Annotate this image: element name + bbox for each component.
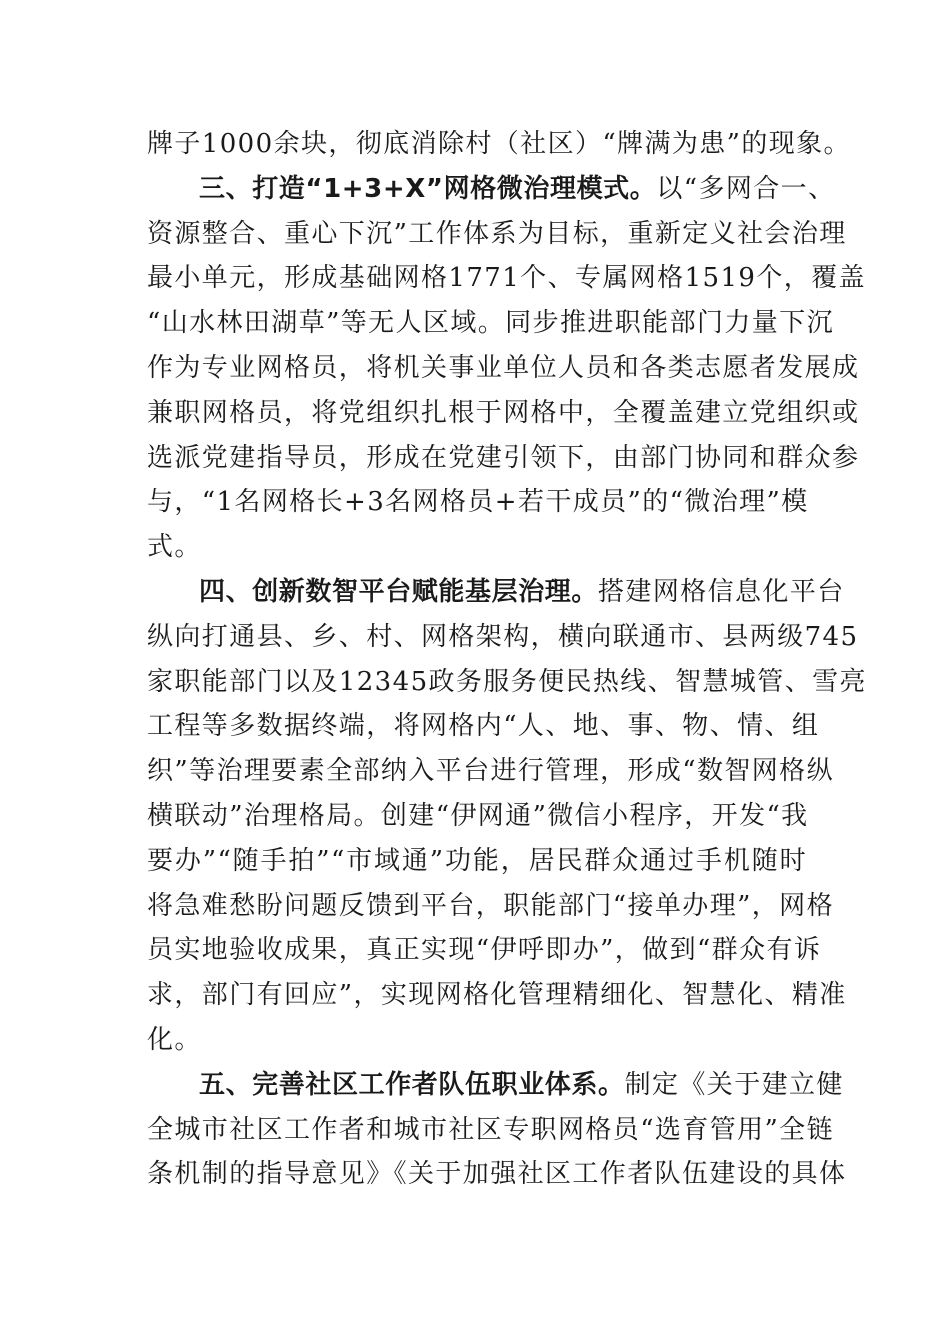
text-line: 求，部门有回应”，实现网格化管理精细化、智慧化、精准 — [147, 980, 847, 1011]
text-line: 横联动”治理格局。创建“伊网通”微信小程序，开发“我 — [147, 800, 809, 831]
text-line: 要办”“随手拍”“市域通”功能，居民群众通过手机随时 — [147, 845, 807, 876]
section-heading: 五、完善社区工作者队伍职业体系。 — [199, 1069, 625, 1100]
text-run: 以“多网合一、 — [656, 173, 836, 204]
text-line: 家职能部门以及12345政务服务便民热线、智慧城管、雪亮 — [147, 666, 867, 697]
text-line: 织”等治理要素全部纳入平台进行管理，形成“数智网格纵 — [147, 756, 834, 787]
text-line: “山水林田湖草”等无人区域。同步推进职能部门力量下沉 — [147, 308, 834, 339]
text-line: 与，“1名网格长+3名网格员+若干成员”的“微治理”模 — [147, 487, 809, 518]
document-page — [147, 122, 867, 1197]
text-line: 最小单元，形成基础网格1771个、专属网格1519个，覆盖 — [147, 263, 866, 294]
text-line: 员实地验收成果，真正实现“伊呼即办”，做到“群众有诉 — [147, 935, 822, 966]
text-line — [147, 1063, 844, 1108]
text-line: 资源整合、重心下沉”工作体系为目标，重新定义社会治理 — [147, 218, 847, 249]
text-line: 条机制的指导意见》《关于加强社区工作者队伍建设的具体 — [147, 1159, 847, 1190]
text-run: 制定《关于建立健 — [624, 1069, 844, 1100]
text-line: 将急难愁盼问题反馈到平台，职能部门“接单办理”，网格 — [147, 890, 834, 921]
text-line — [147, 167, 836, 212]
text-line: 作为专业网格员，将机关事业单位人员和各类志愿者发展成 — [147, 352, 860, 383]
text-line: 纵向打通县、乡、村、网格架构，横向联通市、县两级745 — [147, 621, 859, 652]
text-line: 兼职网格员，将党组织扎根于网格中，全覆盖建立党组织或 — [147, 397, 860, 428]
text-line: 选派党建指导员，形成在党建引领下，由部门协同和群众参 — [147, 442, 860, 473]
text-line: 全城市社区工作者和城市社区专职网格员“选育管用”全链 — [147, 1114, 834, 1145]
text-line: 式。 — [147, 532, 202, 563]
text-run: 搭建网格信息化平台 — [598, 576, 845, 607]
text-line: 化。 — [147, 1024, 202, 1055]
text-line: 牌子1000余块，彻底消除村（社区）“牌满为患”的现象。 — [147, 129, 851, 159]
section-heading: 三、打造“1+3+X”网格微治理模式。 — [199, 173, 657, 204]
paragraph-continuation — [147, 122, 851, 167]
section-heading: 四、创新数智平台赋能基层治理。 — [199, 576, 599, 607]
paragraph-section-five — [147, 1063, 847, 1197]
paragraph-section-four — [147, 570, 867, 1063]
text-line — [147, 570, 845, 615]
paragraph-section-three — [147, 167, 866, 570]
text-line: 工程等多数据终端，将网格内“人、地、事、物、情、组 — [147, 711, 820, 742]
